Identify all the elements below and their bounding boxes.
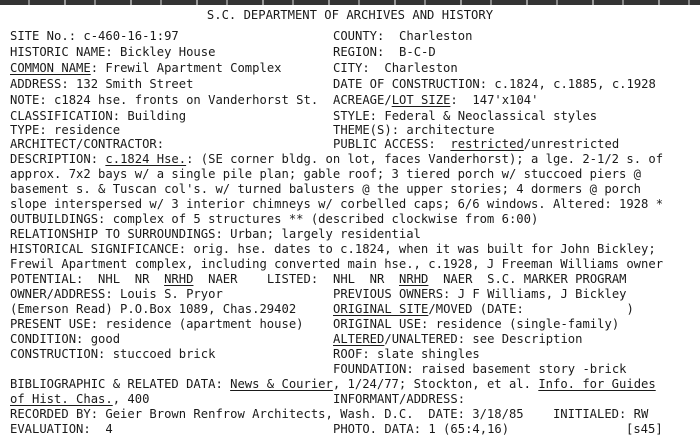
bib-page: , 400 [112, 392, 150, 406]
outbuildings: OUTBUILDINGS: complex of 5 structures ** (described clockwise from 6:00) [10, 212, 539, 226]
description-line-3: basement s. & Tuscan col's. w/ turned balusters @ the upper stories; 4 dormers @ porch [10, 182, 642, 196]
site-number: SITE No.: c-460-16-1:97 [10, 29, 179, 43]
listed [333, 272, 627, 286]
type: TYPE: residence [10, 123, 121, 137]
informant-address: INFORMANT/ADDRESS: [333, 392, 466, 406]
photo-data: PHOTO. DATA: 1 (65:4,16) [333, 422, 510, 436]
listed-nrhd: NRHD [399, 272, 429, 286]
bib-news-courier: News & Courier [230, 377, 333, 391]
common-name-value: : Frewil Apartment Complex [90, 61, 282, 75]
description-text-1: : (SE corner bldg. on lot, faces Vanderhorst); a lge. 2-1/2 s. of [186, 152, 664, 166]
public-access-unrestricted: /unrestricted [523, 137, 620, 151]
bib-stockton: , 1/24/77; Stockton, et al. [332, 377, 539, 391]
condition: CONDITION: good [10, 332, 121, 346]
city: CITY: Charleston [333, 61, 458, 75]
potential-label: POTENTIAL: NHL NR [10, 272, 165, 286]
bib-hist-chas: of Hist. Chas. [10, 392, 113, 406]
themes: THEME(S): architecture [333, 123, 495, 137]
original-site-moved [333, 302, 634, 316]
historical-significance-2: Frewil Apartment complex, including converted main hse., c.1928, J Freeman Williams owner [10, 257, 664, 271]
owner-address: OWNER/ADDRESS: Louis S. Pryor [10, 287, 223, 301]
previous-owners: PREVIOUS OWNERS: J F Williams, J Bickley [333, 287, 627, 301]
description-house-date: c.1824 Hse. [105, 152, 187, 166]
historical-significance-1: HISTORICAL SIGNIFICANCE: orig. hse. dates to c.1824, when it was built for John Bickley; [10, 242, 656, 256]
public-access-label: PUBLIC ACCESS: [333, 137, 451, 151]
architect-contractor: ARCHITECT/CONTRACTOR: [10, 137, 165, 151]
description-line-1 [10, 152, 663, 166]
construction: CONSTRUCTION: stuccoed brick [10, 347, 216, 361]
foundation: FOUNDATION: raised basement story -brick [333, 362, 627, 376]
roof: ROOF: slate shingles [333, 347, 480, 361]
bib-info-guides: Info. for Guides [538, 377, 656, 391]
form-title: S.C. DEPARTMENT OF ARCHIVES AND HISTORY [206, 8, 494, 22]
description-line-2: approx. 7x2 bays w/ a single pile plan; gable roof; 3 tiered porch w/ stuccoed piers @ [10, 167, 642, 181]
listed-naer-marker: NAER S.C. MARKER PROGRAM [428, 272, 627, 286]
bibliographic-data-2 [10, 392, 149, 406]
present-use: PRESENT USE: residence (apartment house) [10, 317, 304, 331]
style: STYLE: Federal & Neoclassical styles [333, 109, 598, 123]
altered-label: ALTERED [333, 332, 385, 346]
listed-label: NAER LISTED: [193, 272, 319, 286]
owner-address-line-2: (Emerson Read) P.O.Box 1089, Chas.29402 [10, 302, 297, 316]
bibliographic-label: BIBLIOGRAPHIC & RELATED DATA: [10, 377, 231, 391]
scan-edge-strip [0, 0, 700, 5]
potential-nrhd: NRHD [164, 272, 194, 286]
classification: CLASSIFICATION: Building [10, 109, 187, 123]
relationship-to-surroundings: RELATIONSHIP TO SURROUNDINGS: Urban; largely residential [10, 227, 421, 241]
altered-value: /UNALTERED: see Description [384, 332, 583, 346]
lot-size-value: : 147'x104' [450, 93, 539, 107]
acreage-label: ACREAGE/ [333, 93, 392, 107]
description-line-4: slope interspersed w/ 3 interior chimneys w/ corbelled caps; 6/6 windows. Altered: 1928 * [10, 197, 664, 211]
description-label: DESCRIPTION: [10, 152, 106, 166]
listed-nhl-nr: NHL NR [333, 272, 400, 286]
original-use: ORIGINAL USE: residence (single-family) [333, 317, 620, 331]
region: REGION: B-C-D [333, 45, 436, 59]
evaluation: EVALUATION: 4 [10, 422, 113, 436]
public-access-restricted: restricted [450, 137, 524, 151]
common-name-label: COMMON NAME [10, 61, 91, 75]
address: ADDRESS: 132 Smith Street [10, 77, 194, 91]
common-name [10, 61, 282, 75]
date-of-construction: DATE OF CONSTRUCTION: c.1824, c.1885, c.1928 [333, 77, 656, 91]
public-access [333, 137, 619, 151]
recorded-by: RECORDED BY: Geier Brown Renfrow Architects, Wash. D.C. DATE: 3/18/85 INITIALED: RW [10, 407, 649, 421]
acreage-lot-size [333, 93, 538, 107]
historic-name: HISTORIC NAME: Bickley House [10, 45, 216, 59]
note: NOTE: c1824 hse. fronts on Vanderhorst St. [10, 93, 319, 107]
altered-unaltered [333, 332, 583, 346]
moved-date: /MOVED (DATE: ) [428, 302, 634, 316]
original-site-label: ORIGINAL SITE [333, 302, 429, 316]
county: COUNTY: Charleston [333, 29, 473, 43]
potential [10, 272, 318, 286]
bibliographic-data [10, 377, 656, 391]
photo-code: [s45] [626, 422, 663, 436]
lot-size-label: LOT SIZE [391, 93, 451, 107]
